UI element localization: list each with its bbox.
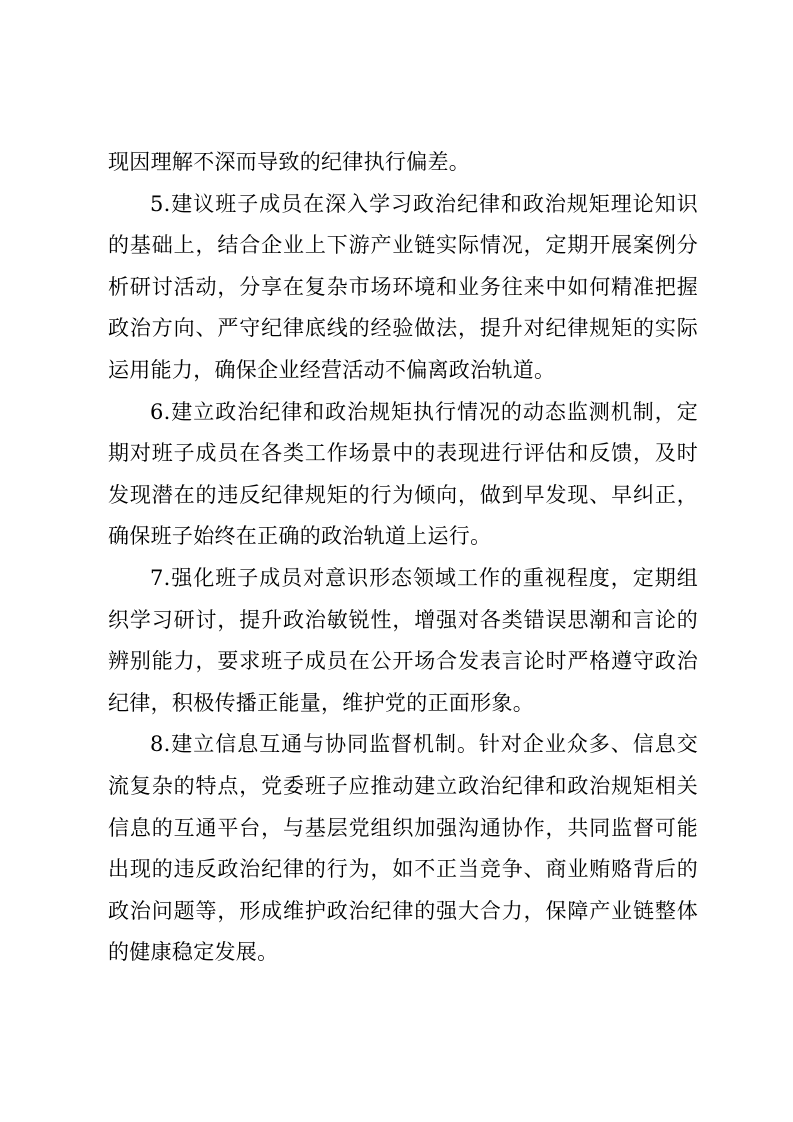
document-body [108,142,698,974]
paragraph-item-5: 5.建议班子成员在深入学习政治纪律和政治规矩理论知识的基础上，结合企业上下游产业链实际情况，定期开展案例分析研讨活动，分享在复杂市场环境和业务往来中如何精准把握政治方向、严守纪律底线的经验做法，提升对纪律规矩的实际运用能力，确保企业经营活动不偏离政治轨道。 [108,191,698,382]
paragraph-continuation: 现因理解不深而导致的纪律执行偏差。 [108,150,471,174]
paragraph-item-8: 8.建立信息互通与协同监督机制。针对企业众多、信息交流复杂的特点，党委班子应推动建立政治纪律和政治规矩相关信息的互通平台，与基层党组织加强沟通协作，共同监督可能出现的违反政治纪律的行为，如不正当竞争、商业贿赂背后的政治问题等，形成维护政治纪律的强大合力，保障产业链整体的健康稳定发展。 [108,732,698,965]
paragraph-item-6: 6.建立政治纪律和政治规矩执行情况的动态监测机制，定期对班子成员在各类工作场景中的表现进行评估和反馈，及时发现潜在的违反纪律规矩的行为倾向，做到早发现、早纠正，确保班子始终在正确的政治轨道上运行。 [108,399,698,549]
paragraph-item-7: 7.强化班子成员对意识形态领域工作的重视程度，定期组织学习研讨，提升政治敏锐性，增强对各类错误思潮和言论的辨别能力，要求班子成员在公开场合发表言论时严格遵守政治纪律，积极传播正能量，维护党的正面形象。 [108,565,698,715]
